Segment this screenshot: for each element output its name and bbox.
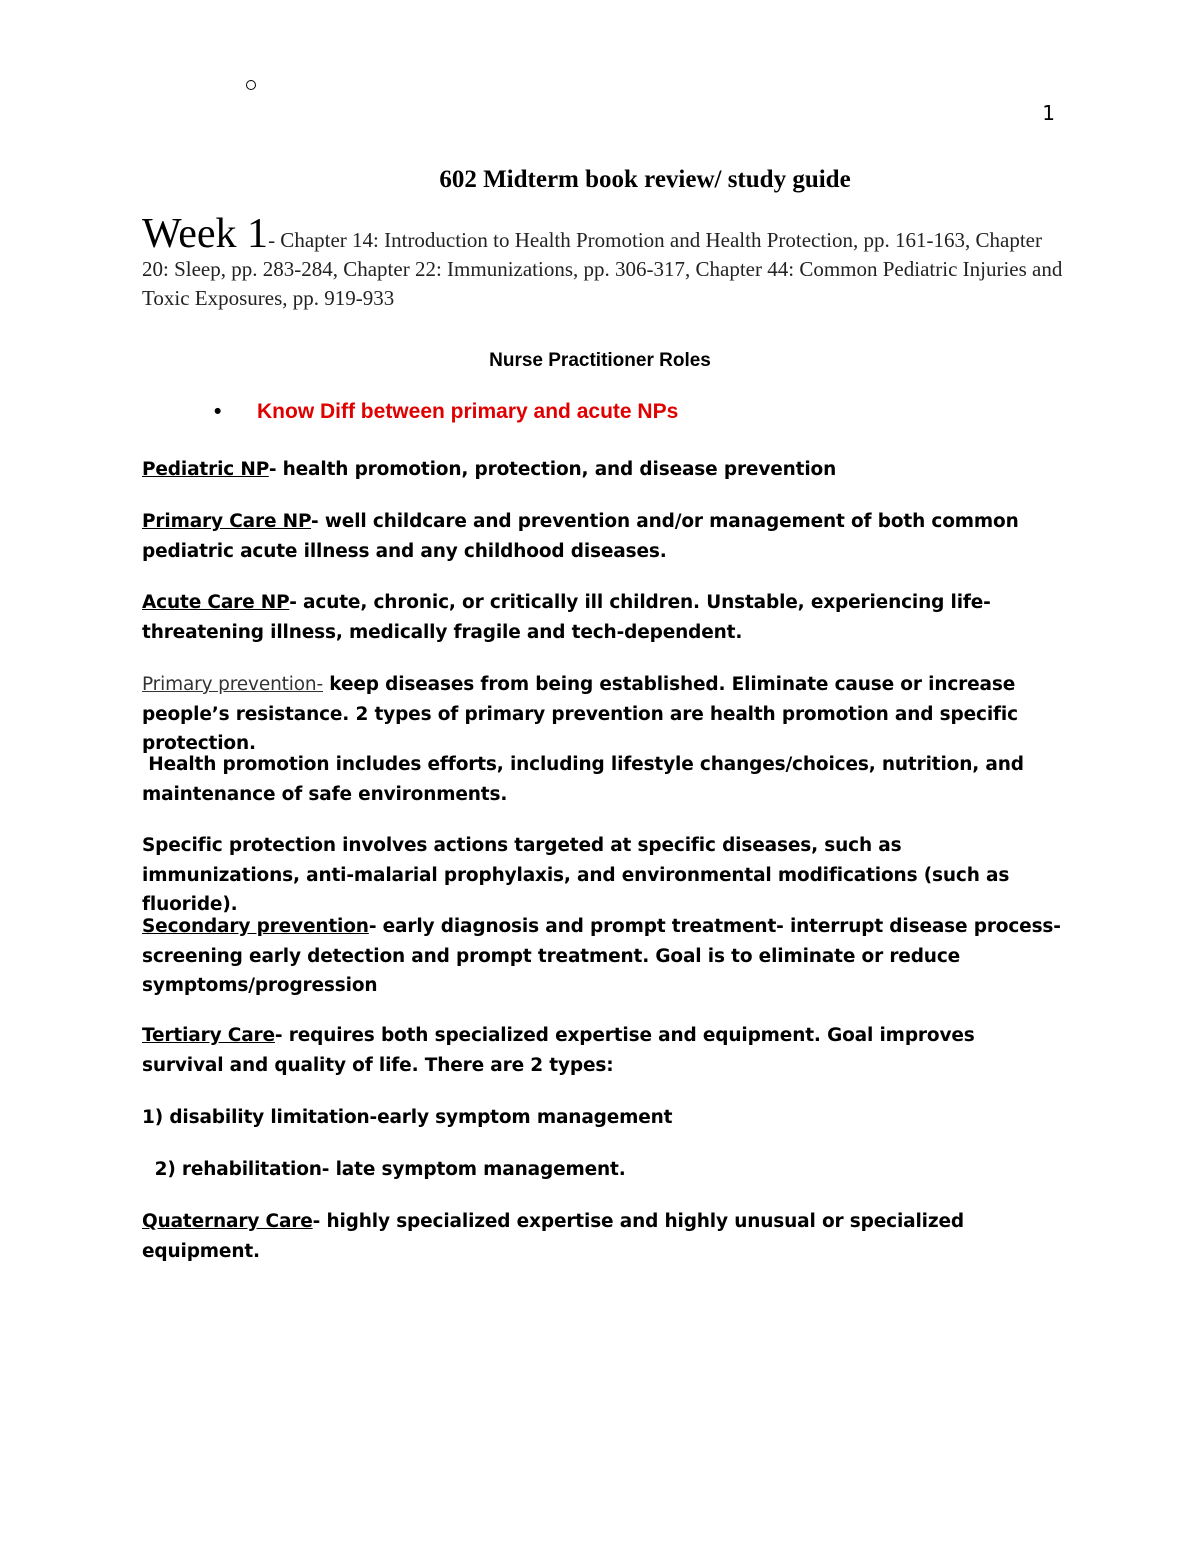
paragraph-specific-protection: Specific protection involves actions targeted at specific diseases, such as immunizations, anti-malarial prophylaxis, and environmental modifications (such as fluoride). (142, 835, 1010, 915)
text-quaternary-care: - highly specialized expertise and highly unusual or specialized equipment. (142, 1211, 964, 1262)
term-primary-care-np: Primary Care NP (142, 511, 312, 532)
term-pediatric-np: Pediatric NP (142, 459, 269, 480)
term-primary-prevention: Primary prevention- (142, 674, 324, 695)
week-label: Week 1 (142, 211, 269, 257)
document-title: 602 Midterm book review/ study guide (439, 166, 851, 193)
paragraph-health-promotion: Health promotion includes efforts, including lifestyle changes/choices, nutrition, and maintenance of safe environments. (142, 754, 1031, 805)
text-primary-care-np: - well childcare and prevention and/or management of both common pediatric acute illness and any childhood diseases. (142, 511, 1019, 562)
term-acute-care-np: Acute Care NP (142, 592, 290, 613)
paragraph-quaternary-care (142, 1207, 1062, 1266)
paragraph-acute-care-np (142, 588, 1062, 647)
bullet-item (214, 400, 678, 424)
page-number: 1 (1042, 101, 1055, 125)
week-reading-list (142, 211, 1072, 313)
text-primary-prevention: keep diseases from being established. Eliminate cause or increase people’s resistance. 2 types of primary prevention are health promotion and specific protection. (142, 674, 1018, 754)
paragraph-pediatric-np (142, 455, 1062, 485)
list-item-type-2: 2) rehabilitation- late symptom management. (142, 1159, 626, 1180)
small-circle-icon (246, 80, 256, 90)
bullet-icon: • (214, 400, 222, 423)
text-pediatric-np: - health promotion, protection, and disease prevention (268, 459, 837, 480)
term-quaternary-care: Quaternary Care (142, 1211, 313, 1232)
text-tertiary-care: - requires both specialized expertise and equipment. Goal improves survival and quality of life. There are 2 types: (142, 1025, 975, 1076)
text-secondary-prevention: - early diagnosis and prompt treatment- interrupt disease process- screening early detection and prompt treatment. Goal is to eliminate or reduce symptoms/progression (142, 916, 1061, 996)
term-tertiary-care: Tertiary Care (142, 1025, 275, 1046)
paragraph-primary-care-np (142, 507, 1062, 566)
text-acute-care-np: - acute, chronic, or critically ill children. Unstable, experiencing life-threatening illness, medically fragile and tech-dependent. (142, 592, 991, 643)
week-chapters-text: - Chapter 14: Introduction to Health Promotion and Health Protection, pp. 161-163, Chapter 20: Sleep, pp. 283-284, Chapter 22: Immunizations, pp. 306-317, Chapter 44: Common Pediatric Injuries and Toxic Exposures, pp. 919-933 (142, 228, 1063, 310)
bullet-text: Know Diff between primary and acute NPs (257, 400, 679, 423)
paragraph-tertiary-care (142, 1021, 1062, 1080)
list-item-type-1: 1) disability limitation-early symptom management (142, 1107, 673, 1128)
paragraph-primary-prevention (142, 670, 1062, 759)
term-secondary-prevention: Secondary prevention (142, 916, 369, 937)
section-heading: Nurse Practitioner Roles (489, 350, 711, 371)
paragraph-secondary-prevention (142, 912, 1062, 1001)
